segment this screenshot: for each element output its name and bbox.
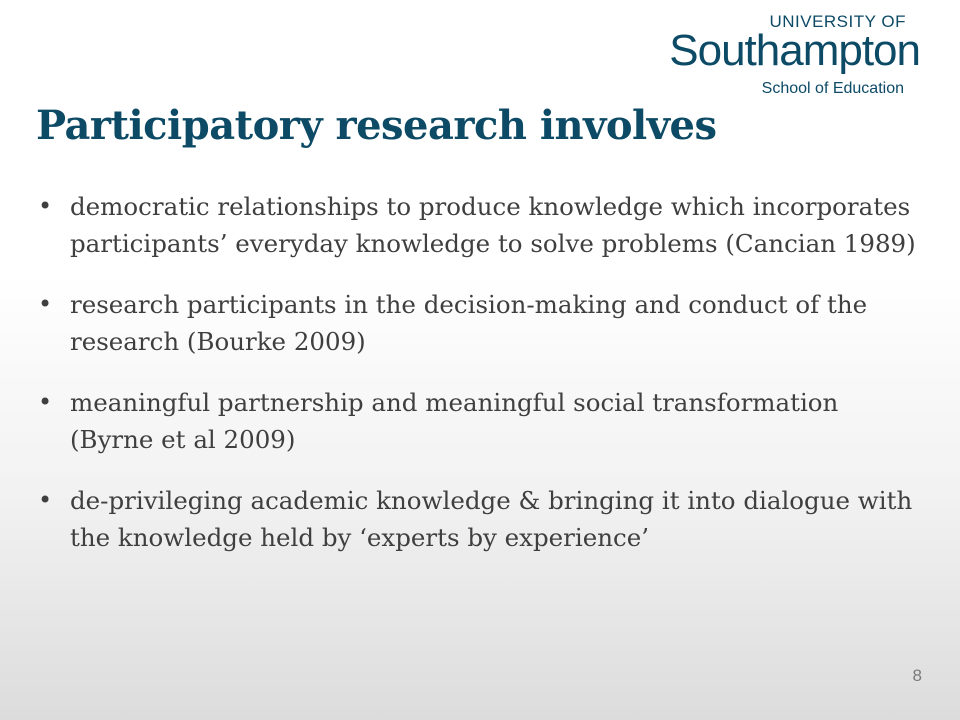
logo-university-of-text: UNIVERSITY OF [769,12,906,31]
logo-school-text: School of Education [761,80,904,97]
university-logo [669,12,920,102]
bullet-marker: • [38,290,53,318]
logo-name-text: Southampton [669,26,920,75]
bullet-item [36,188,926,262]
bullet-marker: • [38,486,53,514]
page-number: 8 [912,666,922,685]
bullet-text: research participants in the decision-making and conduct of the research (Bourke 2009) [70,290,868,356]
bullet-marker: • [38,388,53,416]
bullet-item [36,482,926,556]
bullet-text: meaningful partnership and meaningful social transformation (Byrne et al 2009) [70,388,839,454]
bullet-item [36,286,926,360]
slide-title: Participatory research involves [36,102,717,149]
bullet-text: democratic relationships to produce knowledge which incorporates participants’ everyday knowledge to solve problems (Cancian 1989) [70,192,916,258]
bullet-marker: • [38,192,53,220]
bullet-item [36,384,926,458]
bullet-text: de-privileging academic knowledge & bringing it into dialogue with the knowledge held by ‘experts by experience’ [70,486,913,552]
bullet-list [36,188,926,580]
